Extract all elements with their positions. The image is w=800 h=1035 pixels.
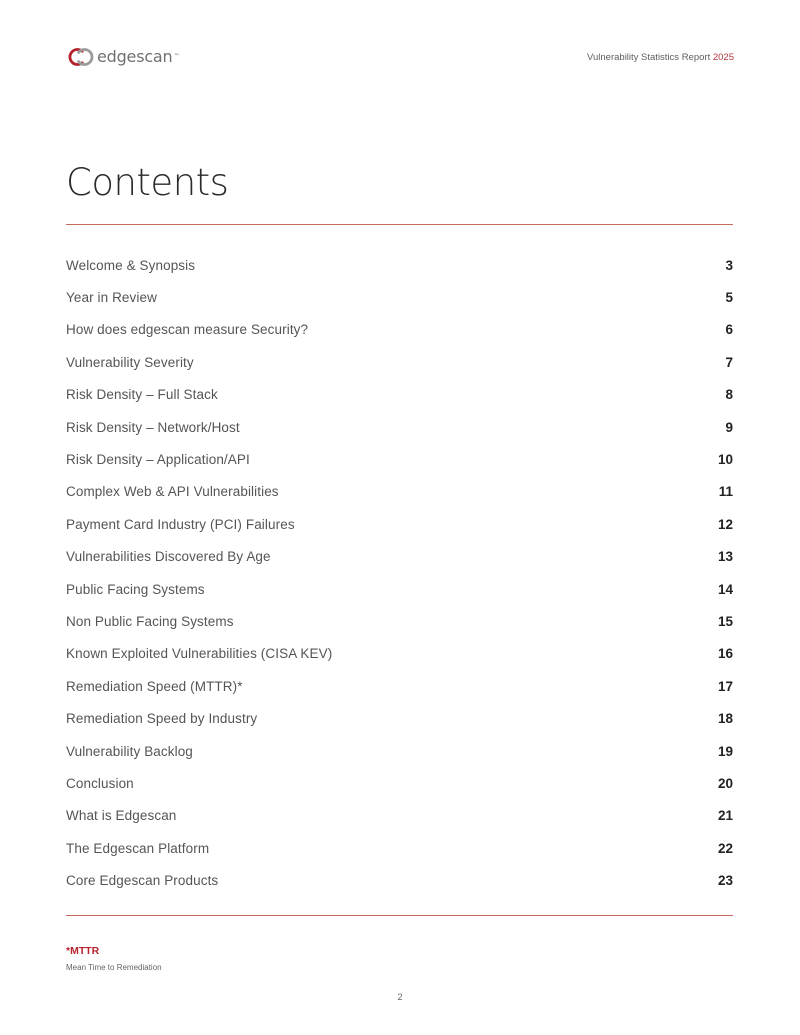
toc-entry[interactable] xyxy=(66,735,733,767)
toc-entry-page: 15 xyxy=(717,613,733,629)
toc-entry-label: Payment Card Industry (PCI) Failures xyxy=(66,516,295,532)
toc-entry-page: 9 xyxy=(725,419,733,435)
toc-entry[interactable] xyxy=(66,702,733,734)
toc-entry-label: Year in Review xyxy=(66,290,157,306)
toc-entry-page: 13 xyxy=(717,549,733,565)
toc-entry-label: Complex Web & API Vulnerabilities xyxy=(66,484,279,500)
toc-entry[interactable] xyxy=(66,314,733,346)
toc-entry[interactable] xyxy=(66,249,733,281)
toc-entry[interactable] xyxy=(66,281,733,313)
toc-entry-page: 22 xyxy=(717,840,733,856)
table-of-contents xyxy=(66,249,733,897)
bottom-divider xyxy=(66,915,733,916)
toc-entry-label: Risk Density – Application/API xyxy=(66,452,250,468)
toc-entry[interactable] xyxy=(66,573,733,605)
toc-entry-page: 21 xyxy=(717,808,733,824)
toc-entry-label: Known Exploited Vulnerabilities (CISA KEV) xyxy=(66,646,333,662)
toc-entry[interactable] xyxy=(66,832,733,864)
toc-entry-page: 14 xyxy=(717,581,733,597)
toc-entry-label: Vulnerabilities Discovered By Age xyxy=(66,549,271,565)
report-title-text: Vulnerability Statistics Report xyxy=(587,52,711,63)
toc-entry-page: 12 xyxy=(717,516,733,532)
edgescan-logo xyxy=(66,46,179,68)
footnote-term: *MTTR xyxy=(66,945,100,957)
toc-entry-page: 7 xyxy=(725,354,733,370)
toc-entry-label: How does edgescan measure Security? xyxy=(66,322,309,338)
toc-entry-label: Public Facing Systems xyxy=(66,581,205,597)
toc-entry[interactable] xyxy=(66,864,733,896)
toc-entry-page: 20 xyxy=(717,775,733,791)
toc-entry-label: Risk Density – Full Stack xyxy=(66,387,218,403)
toc-entry-page: 6 xyxy=(725,322,733,338)
toc-entry-label: Vulnerability Severity xyxy=(66,354,194,370)
report-year: 2025 xyxy=(712,52,734,63)
toc-entry-label: Vulnerability Backlog xyxy=(66,743,193,759)
toc-entry-page: 18 xyxy=(717,711,733,727)
toc-entry-page: 3 xyxy=(725,257,733,273)
edgescan-logo-icon xyxy=(66,46,94,68)
toc-entry-label: Remediation Speed by Industry xyxy=(66,711,258,727)
toc-entry-page: 19 xyxy=(717,743,733,759)
toc-entry-page: 10 xyxy=(717,452,733,468)
toc-entry[interactable] xyxy=(66,800,733,832)
toc-entry-page: 8 xyxy=(725,387,733,403)
toc-entry-label: Core Edgescan Products xyxy=(66,873,219,889)
toc-entry[interactable] xyxy=(66,476,733,508)
toc-entry-label: What is Edgescan xyxy=(66,808,177,824)
toc-entry-page: 16 xyxy=(717,646,733,662)
toc-entry[interactable] xyxy=(66,411,733,443)
toc-entry[interactable] xyxy=(66,670,733,702)
toc-entry-label: Conclusion xyxy=(66,775,134,791)
footnote-definition: Mean Time to Remediation xyxy=(66,963,162,972)
toc-entry[interactable] xyxy=(66,605,733,637)
toc-entry-page: 11 xyxy=(718,484,733,500)
toc-entry-label: Non Public Facing Systems xyxy=(66,613,234,629)
logo-wordmark: edgescan™ xyxy=(97,47,180,66)
toc-entry[interactable] xyxy=(66,379,733,411)
toc-entry-page: 17 xyxy=(717,678,733,694)
toc-entry-page: 23 xyxy=(717,873,733,889)
report-title xyxy=(587,52,734,64)
toc-entry-label: Welcome & Synopsis xyxy=(66,257,196,273)
toc-entry[interactable] xyxy=(66,508,733,540)
toc-entry-label: Risk Density – Network/Host xyxy=(66,419,240,435)
toc-entry[interactable] xyxy=(66,346,733,378)
toc-entry[interactable] xyxy=(66,443,733,475)
top-divider xyxy=(66,224,733,225)
toc-entry[interactable] xyxy=(66,638,733,670)
page-number: 2 xyxy=(397,992,403,1002)
toc-entry[interactable] xyxy=(66,541,733,573)
toc-entry-page: 5 xyxy=(725,290,733,306)
page-title: Contents xyxy=(66,161,229,204)
toc-entry-label: The Edgescan Platform xyxy=(66,840,210,856)
toc-entry-label: Remediation Speed (MTTR)* xyxy=(66,678,243,694)
toc-entry[interactable] xyxy=(66,767,733,799)
